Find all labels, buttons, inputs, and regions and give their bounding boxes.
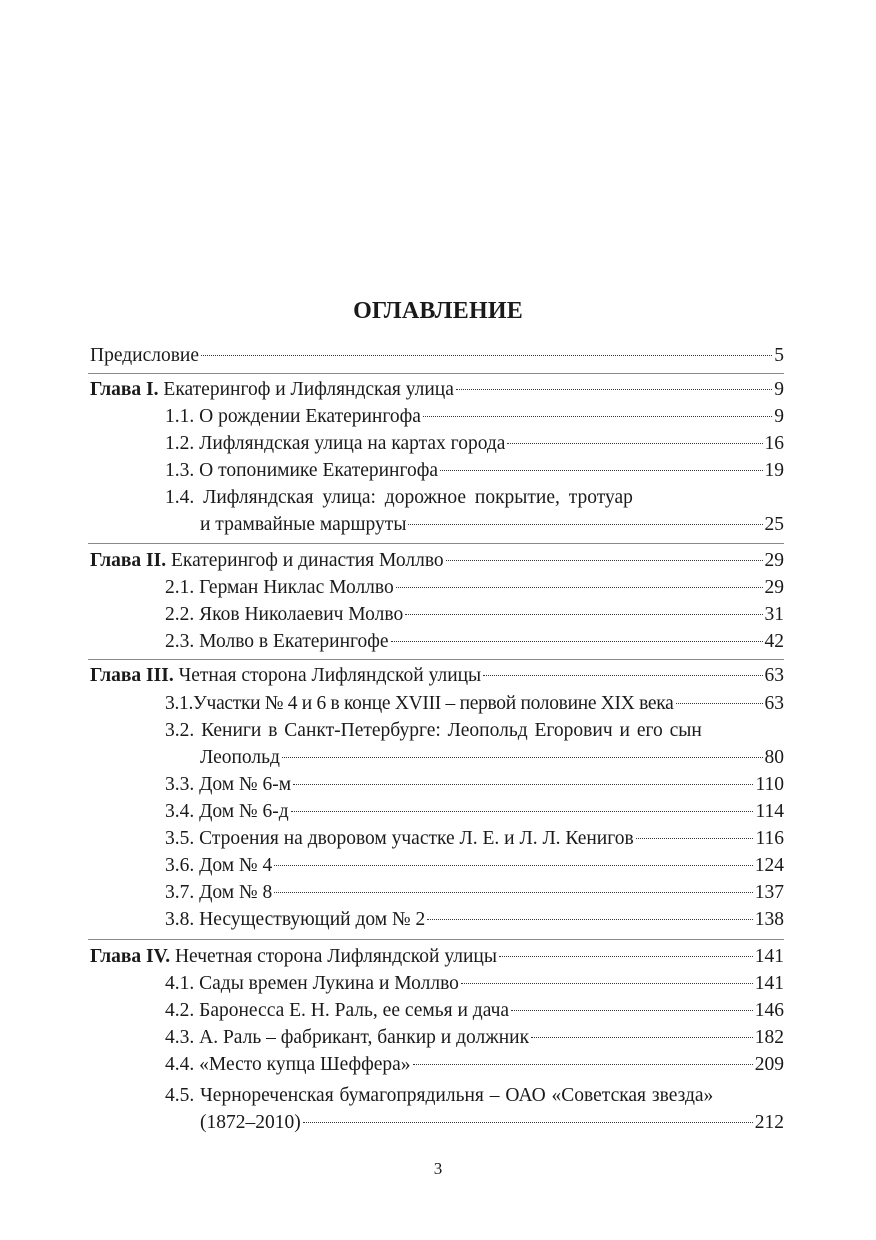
leader-dots	[456, 389, 772, 390]
leader-dots	[396, 587, 763, 588]
toc-entry-label: 3.8. Несуществующий дом № 2	[165, 909, 426, 930]
toc-entry-1-1[interactable]	[165, 404, 784, 430]
toc-entry-label: 3.4. Дом № 6-д	[165, 801, 289, 822]
toc-page-number: 141	[754, 946, 784, 967]
toc-entry-chapter-2[interactable]	[90, 548, 784, 574]
leader-dots	[499, 956, 753, 957]
leader-dots	[274, 892, 753, 893]
toc-entry-label: 3.6. Дом № 4	[165, 855, 273, 876]
page-title: ОГЛАВЛЕНИЕ	[353, 298, 523, 324]
toc-entry-chapter-4[interactable]	[90, 944, 784, 970]
toc-page-number: 110	[755, 774, 784, 795]
chapter-divider	[88, 939, 784, 940]
toc-entry-3-8[interactable]	[165, 907, 784, 933]
toc-entry-1-4-continuation[interactable]	[200, 512, 784, 538]
leader-dots	[531, 1037, 753, 1038]
toc-page-number: 116	[755, 828, 784, 849]
toc-page-number: 9	[774, 406, 784, 427]
toc-entry-chapter-3[interactable]	[90, 663, 784, 689]
toc-entry-2-1[interactable]	[165, 575, 784, 601]
toc-entry-3-6[interactable]	[165, 853, 784, 879]
toc-page-number: 29	[764, 550, 784, 571]
toc-page-number: 9	[774, 379, 784, 400]
toc-entry-label: Екатерингоф и Лифляндская улица	[158, 379, 454, 400]
chapter-number: Глава II.	[90, 550, 167, 571]
toc-page-number: 141	[754, 973, 784, 994]
toc-entry-4-5-continuation[interactable]	[200, 1110, 784, 1136]
toc-page-number: 114	[755, 801, 784, 822]
page-number: 3	[433, 1159, 443, 1178]
toc-entry-3-2-continuation[interactable]	[200, 745, 784, 771]
toc-entry-label: 3.5. Строения на дворовом участке Л. Е. и Л. Л. Кенигов	[165, 828, 634, 849]
toc-entry-2-2[interactable]	[165, 602, 784, 628]
toc-page-number: 63	[764, 665, 784, 686]
leader-dots	[303, 1122, 753, 1123]
chapter-divider	[88, 373, 784, 374]
toc-entry-label: (1872–2010)	[200, 1112, 301, 1133]
toc-entry-label: 3.3. Дом № 6-м	[165, 774, 292, 795]
toc-page-number: 80	[764, 747, 784, 768]
toc-page-number: 31	[764, 604, 784, 625]
toc-entry-4-5[interactable]	[165, 1083, 713, 1109]
leader-dots	[282, 757, 763, 758]
toc-entry-4-3[interactable]	[165, 1025, 784, 1051]
toc-entry-label: Предисловие	[90, 345, 200, 366]
toc-entry-label: 1.4. Лифляндская улица: дорожное покрытие, тротуар	[165, 487, 633, 508]
toc-entry-3-7[interactable]	[165, 880, 784, 906]
toc-entry-1-2[interactable]	[165, 431, 784, 457]
toc-entry-4-2[interactable]	[165, 998, 784, 1024]
leader-dots	[461, 983, 753, 984]
toc-entry-1-3[interactable]	[165, 458, 784, 484]
toc-entry-4-1[interactable]	[165, 971, 784, 997]
toc-entry-4-4[interactable]	[165, 1052, 784, 1078]
toc-page-number: 25	[764, 514, 784, 535]
toc-page-number: 146	[754, 1000, 784, 1021]
leader-dots	[408, 524, 762, 525]
toc-entry-label: 4.2. Баронесса Е. Н. Раль, ее семья и дача	[165, 1000, 510, 1021]
chapter-number: Глава IV.	[90, 946, 171, 967]
toc-entry-label: 3.2. Кениги в Санкт-Петербурге: Леопольд Егорович и его сын	[165, 720, 702, 741]
leader-dots	[446, 560, 763, 561]
toc-entry-label: Екатерингоф и династия Моллво	[166, 550, 444, 571]
leader-dots	[405, 614, 762, 615]
leader-dots	[291, 811, 754, 812]
toc-page-number: 209	[754, 1054, 784, 1075]
toc-entry-label: Четная сторона Лифляндской улицы	[173, 665, 482, 686]
toc-page-number: 212	[754, 1112, 784, 1133]
chapter-number: Глава III.	[90, 665, 174, 686]
toc-page-number: 182	[754, 1027, 784, 1048]
toc-entry-preface[interactable]	[90, 343, 784, 369]
leader-dots	[676, 703, 763, 704]
toc-entry-label: 3.7. Дом № 8	[165, 882, 273, 903]
toc-entry-chapter-1[interactable]	[90, 377, 784, 403]
toc-page-number: 42	[764, 631, 784, 652]
toc-entry-3-1[interactable]	[165, 691, 784, 717]
toc-entry-3-5[interactable]	[165, 826, 784, 852]
leader-dots	[483, 675, 762, 676]
toc-entry-3-3[interactable]	[165, 772, 784, 798]
leader-dots	[511, 1010, 753, 1011]
toc-entry-label: 4.5. Чернореченская бумагопрядильня – ОАО «Советская звезда»	[165, 1085, 714, 1106]
toc-entry-label: Нечетная сторона Лифляндской улицы	[170, 946, 497, 967]
leader-dots	[391, 641, 763, 642]
toc-entry-1-4[interactable]	[165, 485, 633, 511]
leader-dots	[201, 355, 772, 356]
toc-entry-3-4[interactable]	[165, 799, 784, 825]
chapter-number: Глава I.	[90, 379, 159, 400]
toc-entry-label: 1.1. О рождении Екатерингофа	[165, 406, 421, 427]
toc-page-number: 137	[754, 882, 784, 903]
toc-entry-label: 3.1.Участки № 4 и 6 в конце XVIII – первой половине XIX века	[165, 693, 674, 714]
toc-entry-label: и трамвайные маршруты	[200, 514, 407, 535]
toc-entry-label: 4.3. А. Раль – фабрикант, банкир и должник	[165, 1027, 530, 1048]
toc-entry-label: 4.1. Сады времен Лукина и Моллво	[165, 973, 459, 994]
toc-page-number: 138	[754, 909, 784, 930]
toc-page-number: 16	[764, 433, 784, 454]
chapter-divider	[88, 543, 784, 544]
toc-entry-3-2[interactable]	[165, 718, 702, 744]
toc-entry-label: 2.2. Яков Николаевич Молво	[165, 604, 404, 625]
leader-dots	[293, 784, 753, 785]
toc-entry-label: 2.3. Молво в Екатерингофе	[165, 631, 389, 652]
toc-page-number: 19	[764, 460, 784, 481]
toc-page-number: 63	[764, 693, 784, 714]
toc-entry-label: Леопольд	[200, 747, 280, 768]
toc-entry-label: 2.1. Герман Никлас Моллво	[165, 577, 394, 598]
toc-entry-label: 1.2. Лифляндская улица на картах города	[165, 433, 506, 454]
toc-entry-label: 1.3. О топонимике Екатерингофа	[165, 460, 439, 481]
leader-dots	[440, 470, 762, 471]
leader-dots	[427, 919, 753, 920]
toc-entry-2-3[interactable]	[165, 629, 784, 655]
toc-entry-label: 4.4. «Место купца Шеффера»	[165, 1054, 411, 1075]
leader-dots	[274, 865, 753, 866]
leader-dots	[413, 1064, 753, 1065]
toc-page-number: 29	[764, 577, 784, 598]
toc-page-number: 124	[754, 855, 784, 876]
leader-dots	[423, 416, 772, 417]
toc-page-number: 5	[774, 345, 784, 366]
chapter-divider	[88, 659, 784, 660]
leader-dots	[636, 838, 754, 839]
leader-dots	[507, 443, 762, 444]
